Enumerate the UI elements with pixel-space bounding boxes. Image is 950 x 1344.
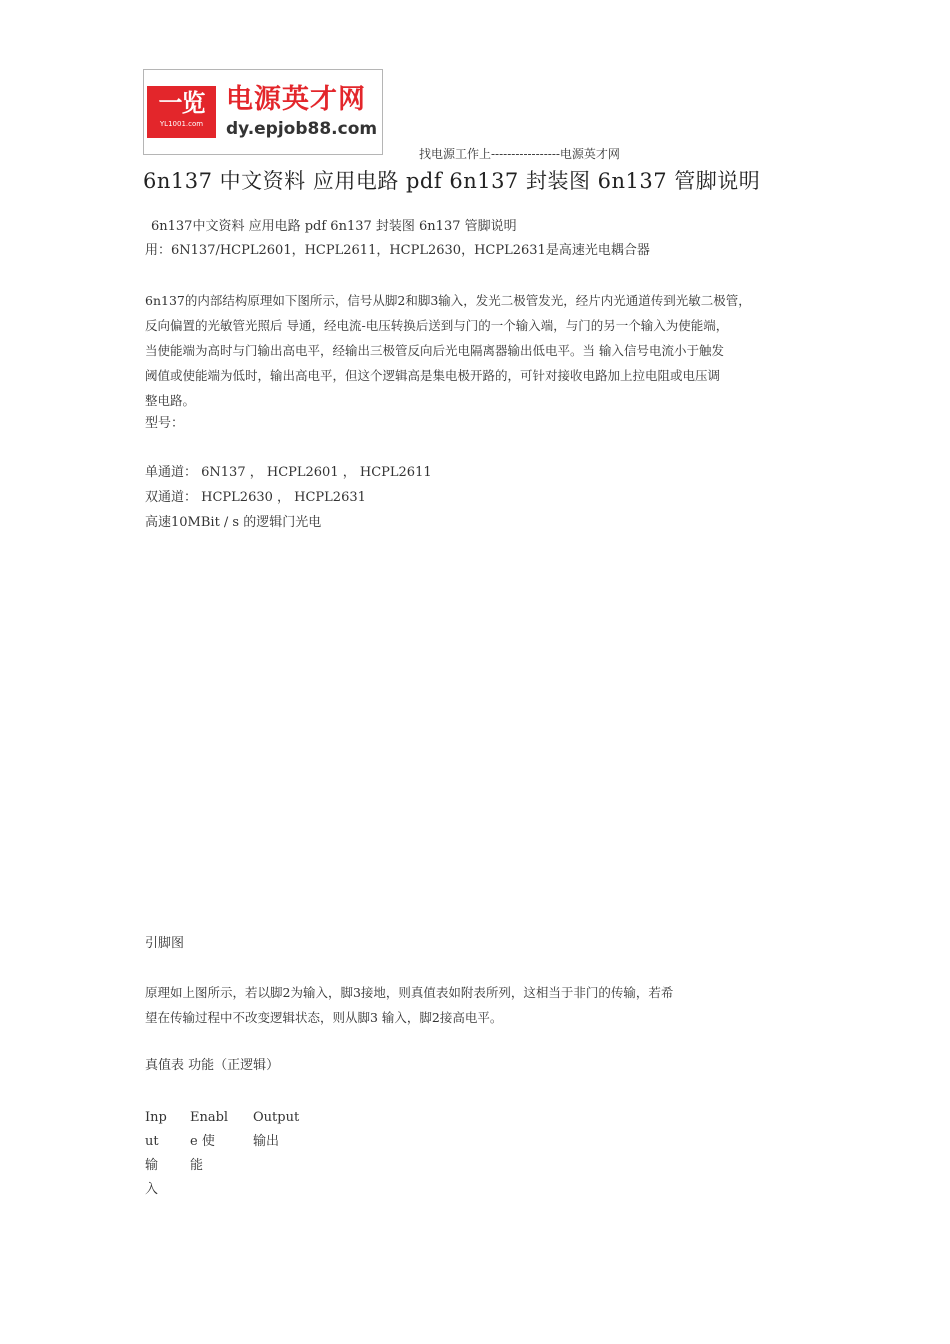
- principle-paragraph: [145, 980, 810, 1030]
- table-cell: 输出: [253, 1134, 280, 1149]
- logo-badge: [147, 86, 216, 138]
- description-line: 整电路。: [145, 393, 196, 408]
- description-line: 当使能端为高时与门输出高电平，经输出三极管反向后光电隔离器输出低电平。当 输入信号电流小于触发: [145, 343, 724, 358]
- principle-line: 原理如上图所示，若以脚2为输入，脚3接地，则真值表如附表所列，这相当于非门的传输，若希: [145, 985, 674, 1000]
- logo-badge-text: 一览: [158, 89, 205, 117]
- logo-url: dy.epjob88.com: [226, 119, 378, 139]
- table-cell: ut: [145, 1134, 159, 1149]
- description-line: 反向偏置的光敏管光照后 导通，经电流-电压转换后送到与门的一个输入端，与门的另一个输入为使能端，: [145, 318, 729, 333]
- logo-badge-sub: YL1001.com: [159, 120, 204, 128]
- table-cell: 输: [145, 1158, 159, 1173]
- description-line: 阈值或使能端为低时，输出高电平，但这个逻辑高是集电极开路的，可针对接收电路加上拉电阻或电压调: [145, 368, 721, 383]
- models-list: [145, 460, 432, 535]
- table-cell: 入: [145, 1182, 159, 1197]
- model-item: 双通道： HCPL2630 ， HCPL2631: [145, 490, 366, 505]
- description-line: 6n137的内部结构原理如下图所示，信号从脚2和脚3输入，发光二极管发光，经片内光通道传到光敏二极管，: [145, 293, 751, 308]
- table-cell: 能: [190, 1158, 204, 1173]
- table-cell: Output: [253, 1110, 300, 1125]
- logo-site-name: 电源英才网: [226, 84, 366, 115]
- header-tagline: 找电源工作上-----------------电源英才网: [419, 147, 620, 161]
- table-cell: Inp: [145, 1110, 167, 1125]
- model-item: 高速10MBit / s 的逻辑门光电: [145, 515, 322, 530]
- page-subtitle: 6n137中文资料 应用电路 pdf 6n137 封装图 6n137 管脚说明: [151, 219, 517, 234]
- principle-line: 望在传输过程中不改变逻辑状态，则从脚3 输入，脚2接高电平。: [145, 1010, 503, 1025]
- model-item: 单通道： 6N137 ， HCPL2601 ， HCPL2611: [145, 465, 432, 480]
- description-paragraph: [145, 288, 810, 413]
- model-label: 型号：: [145, 416, 185, 431]
- table-cell: Enabl: [190, 1110, 229, 1125]
- site-logo[interactable]: [143, 69, 383, 155]
- page-title: 6n137 中文资料 应用电路 pdf 6n137 封装图 6n137 管脚说明: [143, 169, 761, 193]
- pin-diagram-label: 引脚图: [145, 936, 185, 951]
- table-cell: e 使: [190, 1134, 215, 1149]
- usage-line: 用：6N137/HCPL2601，HCPL2611，HCPL2630，HCPL2631是高速光电耦合器: [145, 243, 650, 258]
- truth-table-title: 真值表 功能（正逻辑）: [145, 1058, 280, 1073]
